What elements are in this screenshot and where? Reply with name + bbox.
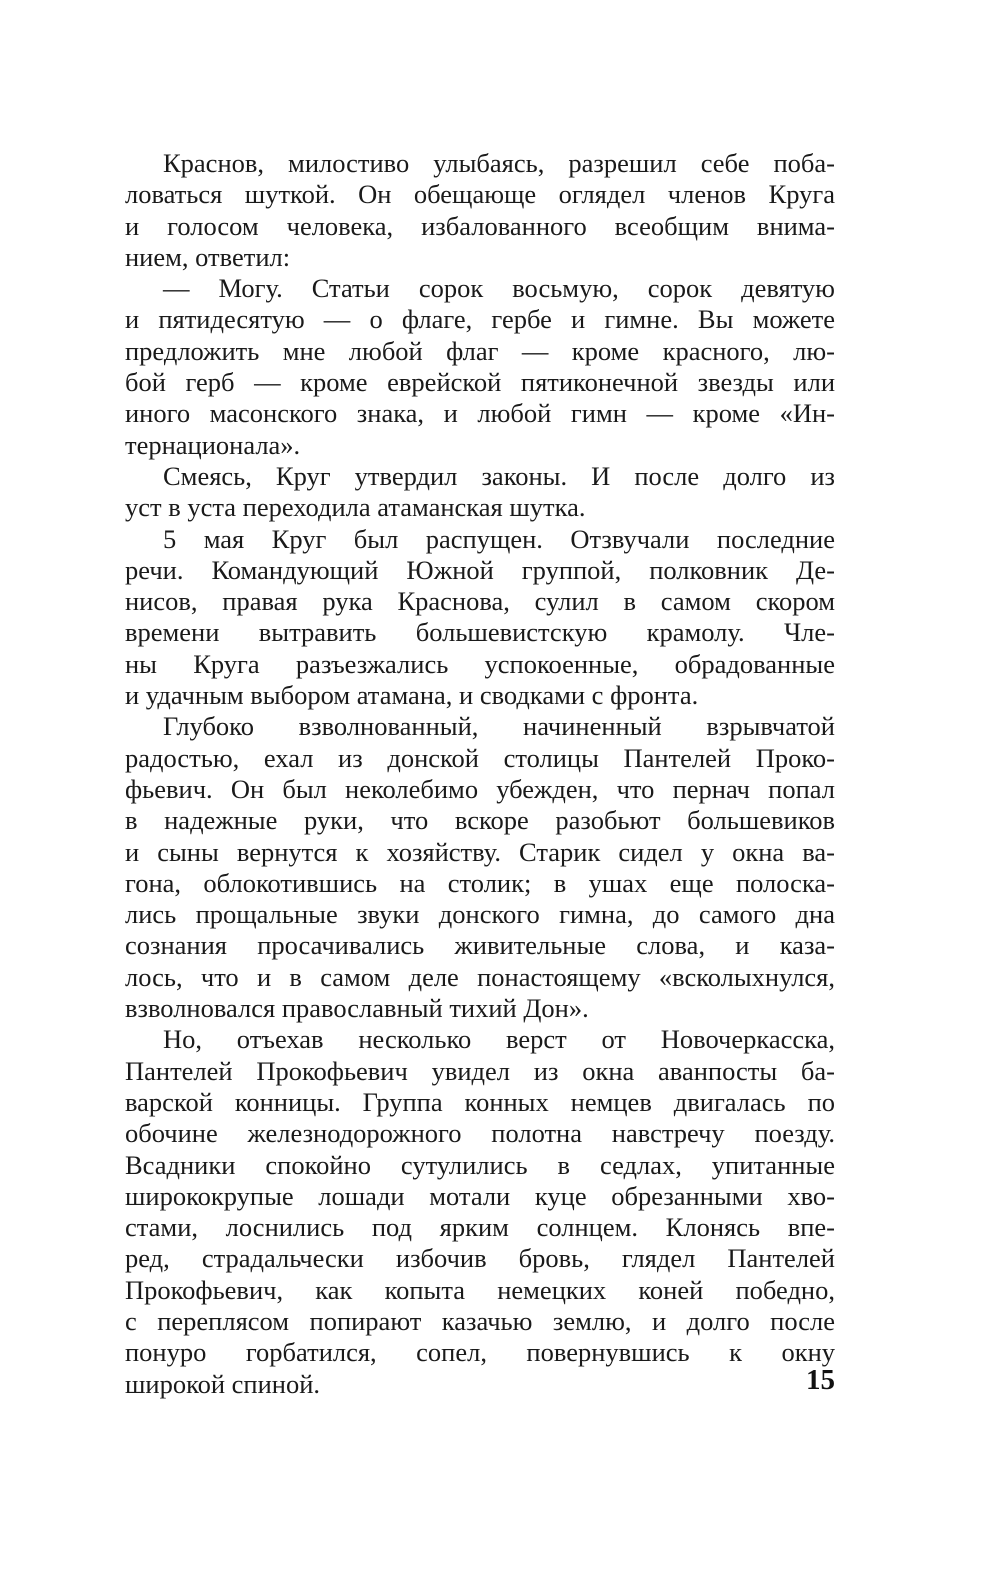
page-number: 15 (806, 1364, 835, 1396)
text-line: ред, страдальчески избочив бровь, глядел Пантелей (125, 1243, 835, 1274)
text-line: Глубоко взволнованный, начиненный взрывчатой (163, 711, 835, 742)
text-line: нием, ответил: (125, 241, 291, 272)
paragraph-panteley-journey (125, 711, 835, 1024)
text-line: предложить мне любой флаг — кроме красного, лю- (125, 335, 835, 366)
text-line: ловаться шуткой. Он обещающе оглядел членов Круга (125, 179, 835, 210)
text-line: взволновался православный тихий Дон». (125, 993, 589, 1024)
text-line: Но, отъехав несколько верст от Новочеркасска, (163, 1024, 835, 1055)
text-line: уст в уста переходила атаманская шутка. (125, 492, 586, 523)
text-line: бой герб — кроме еврейской пятиконечной звезды или (125, 367, 835, 398)
text-line: Всадники спокойно сутулились в седлах, упитанные (125, 1149, 835, 1180)
text-line: — Могу. Статьи сорок восьмую, сорок девятую (163, 273, 835, 304)
text-line: и пятидесятую — о флаге, гербе и гимне. Вы можете (125, 304, 835, 335)
text-line: лось, что и в самом деле понастоящему «всколыхнулся, (125, 961, 835, 992)
text-line: варской конницы. Группа конных немцев двигалась по (125, 1086, 835, 1117)
text-line: нисов, правая рука Краснова, сулил в самом скором (125, 586, 835, 617)
text-line: с переплясом попирают казачью землю, и долго после (125, 1305, 835, 1336)
text-line: лись прощальные звуки донского гимна, до самого дна (125, 899, 835, 930)
text-line: Пантелей Прокофьевич увидел из окна аванпосты ба- (125, 1055, 835, 1086)
body-text (125, 148, 835, 1400)
text-line: Смеясь, Круг утвердил законы. И после долго из (163, 460, 835, 491)
paragraph-krasnov-reply (125, 273, 835, 461)
text-line: времени вытравить большевистскую крамолу. Чле- (125, 617, 835, 648)
text-line: иного масонского знака, и любой гимн — кроме «Ин- (125, 398, 835, 429)
text-line: ширококрупые лошади мотали куце обрезанными хво- (125, 1180, 835, 1211)
text-line: обочине железнодорожного полотна навстречу поезду. (125, 1118, 835, 1149)
text-line: Краснов, милостиво улыбаясь, разрешил себе поба- (163, 148, 835, 178)
text-line: сознания просачивались живительные слова, и каза- (125, 930, 835, 961)
paragraph-laws-approved (125, 461, 835, 524)
text-line: 5 мая Круг был распущен. Отзвучали последние (163, 523, 835, 554)
text-line: и удачным выбором атамана, и сводками с фронта. (125, 680, 699, 711)
text-line: Прокофьевич, как копыта немецких коней победно, (125, 1274, 835, 1305)
paragraph-krug-dissolved (125, 524, 835, 712)
text-line: тернационала». (125, 429, 301, 460)
text-line: ны Круга разъезжались успокоенные, обрадованные (125, 648, 835, 679)
text-line: стами, лоснились под ярким солнцем. Клонясь впе- (125, 1212, 835, 1243)
text-line: широкой спиной. (125, 1368, 321, 1399)
text-line: понуро горбатился, сопел, повернувшись к окну (125, 1337, 835, 1368)
text-line: и голосом человека, избалованного всеобщим внима- (125, 210, 835, 241)
text-line: в надежные руки, что вскоре разобьют большевиков (125, 805, 835, 836)
text-line: и сыны вернутся к хозяйству. Старик сидел у окна ва- (125, 836, 835, 867)
text-line: гона, облокотившись на столик; в ушах еще полоска- (125, 867, 835, 898)
text-line: радостью, ехал из донской столицы Пантелей Проко- (125, 742, 835, 773)
paragraph-bavarian-cavalry (125, 1024, 835, 1400)
text-line: речи. Командующий Южной группой, полковник Де- (125, 554, 835, 585)
text-line: фьевич. Он был неколебимо убежден, что пернач попал (125, 773, 835, 804)
paragraph-krasnov-joke (125, 148, 835, 273)
